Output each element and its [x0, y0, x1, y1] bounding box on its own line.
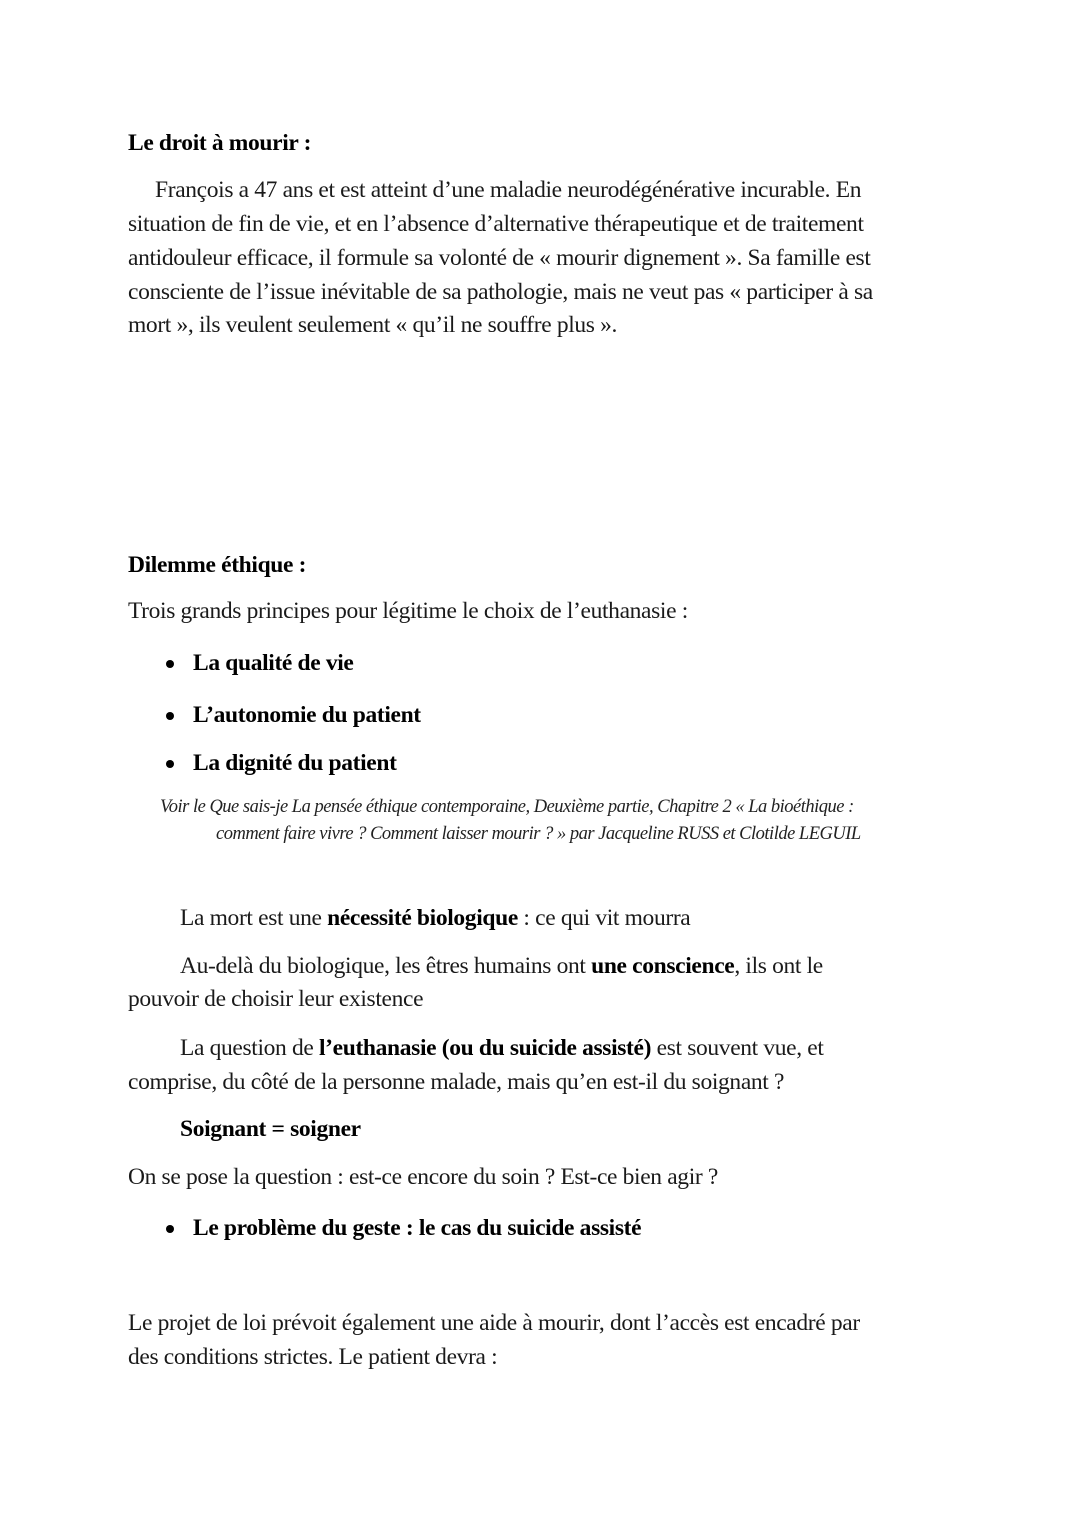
paragraph-line: consciente de l’issue inévitable de sa pathologie, mais ne veut pas « participer à sa — [128, 279, 873, 305]
paragraph-mort — [180, 904, 690, 932]
paragraph-line: Le projet de loi prévoit également une aide à mourir, dont l’accès est encadré par — [128, 1310, 860, 1336]
bullet-item: Le problème du geste : le cas du suicide assisté — [193, 1215, 642, 1241]
intro-text: Trois grands principes pour légitime le choix de l’euthanasie : — [128, 598, 688, 624]
paragraph-line: antidouleur efficace, il formule sa volonté de « mourir dignement ». Sa famille est — [128, 245, 871, 271]
emphasis: nécessité biologique — [327, 905, 518, 931]
paragraph-line: situation de fin de vie, et en l’absence d’alternative thérapeutique et de traitement — [128, 211, 864, 237]
principle-item: La qualité de vie — [193, 650, 354, 676]
bullet-icon — [166, 712, 174, 720]
paragraph-euthanasie — [180, 1034, 824, 1062]
emphasis: l’euthanasie (ou du suicide assisté) — [318, 1035, 652, 1061]
soignant-definition: Soignant = soigner — [180, 1116, 361, 1142]
bullet-icon — [166, 760, 174, 768]
emphasis: une conscience — [591, 953, 735, 979]
paragraph-line: François a 47 ans et est atteint d’une maladie neurodégénérative incurable. En — [155, 177, 862, 203]
paragraph-line: pouvoir de choisir leur existence — [128, 986, 424, 1012]
text: La question de — [180, 1035, 319, 1061]
text: Au-delà du biologique, les êtres humains ont — [180, 953, 592, 979]
text: , ils ont le — [734, 953, 823, 979]
principle-item: L’autonomie du patient — [193, 702, 421, 728]
paragraph-line: mort », ils veulent seulement « qu’il ne souffre plus ». — [128, 312, 618, 338]
principle-item: La dignité du patient — [193, 750, 397, 776]
text: La mort est une — [180, 905, 328, 931]
reference-line: comment faire vivre ? Comment laisser mourir ? » par Jacqueline RUSS et Clotilde LEGUIL — [216, 824, 861, 844]
paragraph-line: des conditions strictes. Le patient devra : — [128, 1344, 498, 1370]
bullet-icon — [166, 1225, 174, 1233]
paragraph-conscience — [180, 952, 823, 980]
text: est souvent vue, et — [651, 1035, 824, 1061]
heading-droit-a-mourir: Le droit à mourir : — [128, 130, 312, 156]
reference-line: Voir le Que sais-je La pensée éthique contemporaine, Deuxième partie, Chapitre 2 « La bioéthique : — [160, 797, 854, 817]
heading-dilemme-ethique: Dilemme éthique : — [128, 552, 307, 578]
text: : ce qui vit mourra — [517, 905, 691, 931]
bullet-icon — [166, 660, 174, 668]
paragraph-line: comprise, du côté de la personne malade, mais qu’en est-il du soignant ? — [128, 1069, 785, 1095]
question-text: On se pose la question : est-ce encore du soin ? Est-ce bien agir ? — [128, 1164, 718, 1190]
